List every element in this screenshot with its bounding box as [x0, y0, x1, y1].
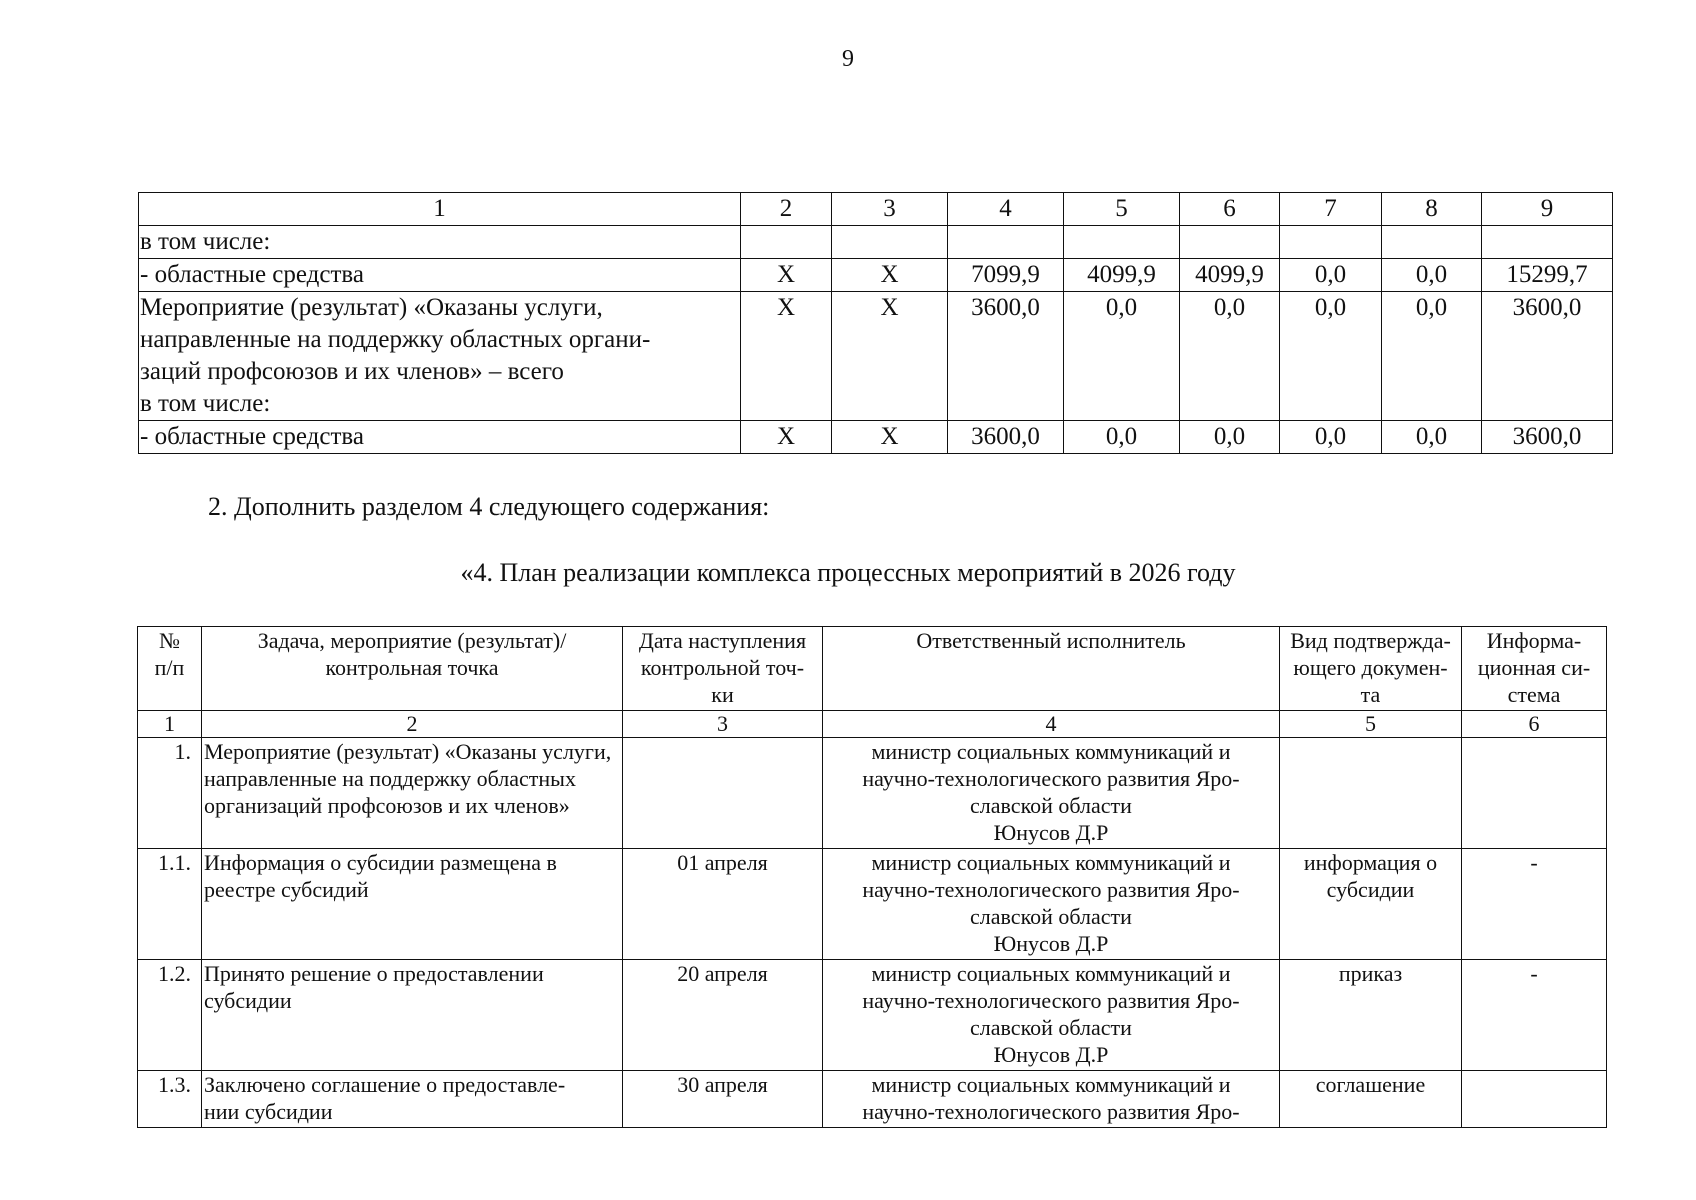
cell: 0,0: [1382, 259, 1482, 292]
system-cell: [1462, 738, 1607, 849]
cell: 0,0: [1280, 292, 1382, 421]
responsible-cell: министр социальных коммуникаций и научно-технологического развития Яро- славской области Юнусов Д.Р: [823, 960, 1280, 1071]
paragraph: 2. Дополнить разделом 4 следующего содержания:: [208, 492, 770, 521]
cell: 0,0: [1064, 421, 1180, 454]
column-header: 6: [1180, 193, 1280, 226]
cell: 4099,9: [1064, 259, 1180, 292]
column-header: 4: [948, 193, 1064, 226]
cell: 3600,0: [1482, 421, 1613, 454]
row-number: 1.1.: [138, 849, 202, 960]
cell: [1180, 226, 1280, 259]
column-header: 1: [139, 193, 741, 226]
column-header: Вид подтвержда- ющего докумен- та: [1280, 627, 1462, 711]
document-cell: информация о субсидии: [1280, 849, 1462, 960]
date-cell: 20 апреля: [623, 960, 823, 1071]
row-label: - областные средства: [139, 421, 741, 454]
cell: 0,0: [1180, 292, 1280, 421]
column-header: 5: [1064, 193, 1180, 226]
task-cell: Мероприятие (результат) «Оказаны услуги, направленные на поддержку областных организаций профсоюзов и их членов»: [202, 738, 623, 849]
document-cell: соглашение: [1280, 1071, 1462, 1128]
column-header: 2: [741, 193, 832, 226]
document-cell: приказ: [1280, 960, 1462, 1071]
column-header: 3: [832, 193, 948, 226]
cell: Х: [741, 292, 832, 421]
table-row: [138, 738, 1607, 849]
cell: Х: [741, 259, 832, 292]
cell: Х: [832, 292, 948, 421]
page-number: 9: [842, 46, 854, 72]
column-number: 1: [138, 711, 202, 738]
cell: 3600,0: [948, 421, 1064, 454]
column-number: 5: [1280, 711, 1462, 738]
cell: Х: [741, 421, 832, 454]
responsible-cell: министр социальных коммуникаций и научно-технологического развития Яро-: [823, 1071, 1280, 1128]
date-cell: [623, 738, 823, 849]
column-number: 3: [623, 711, 823, 738]
column-header: 8: [1382, 193, 1482, 226]
document-cell: [1280, 738, 1462, 849]
column-header: Информа- ционная си- стема: [1462, 627, 1607, 711]
responsible-cell: министр социальных коммуникаций и научно-технологического развития Яро- славской области Юнусов Д.Р: [823, 738, 1280, 849]
cell: 0,0: [1280, 259, 1382, 292]
cell: 0,0: [1064, 292, 1180, 421]
section-title: «4. План реализации комплекса процессных мероприятий в 2026 году: [460, 558, 1236, 587]
cell: 15299,7: [1482, 259, 1613, 292]
column-header: 9: [1482, 193, 1613, 226]
column-number-row: [138, 711, 1607, 738]
date-cell: 01 апреля: [623, 849, 823, 960]
cell: 0,0: [1382, 292, 1482, 421]
cell: 3600,0: [1482, 292, 1613, 421]
date-cell: 30 апреля: [623, 1071, 823, 1128]
task-cell: Принято решение о предоставлении субсидии: [202, 960, 623, 1071]
column-header: № п/п: [138, 627, 202, 711]
cell: Х: [832, 259, 948, 292]
row-number: 1.2.: [138, 960, 202, 1071]
row-label: - областные средства: [139, 259, 741, 292]
row-label: в том числе:: [139, 226, 741, 259]
table-row: [138, 1071, 1607, 1128]
table-row: [138, 849, 1607, 960]
table-row: [139, 226, 1613, 259]
row-number: 1.3.: [138, 1071, 202, 1128]
column-number: 2: [202, 711, 623, 738]
cell: 0,0: [1280, 421, 1382, 454]
cell: [1482, 226, 1613, 259]
plan-table: [137, 626, 1607, 1128]
task-cell: Заключено соглашение о предоставле- нии субсидии: [202, 1071, 623, 1128]
funding-table: [138, 192, 1613, 454]
cell: 3600,0: [948, 292, 1064, 421]
table-row: [139, 259, 1613, 292]
column-number: 4: [823, 711, 1280, 738]
row-number: 1.: [138, 738, 202, 849]
cell: 0,0: [1180, 421, 1280, 454]
cell: [1382, 226, 1482, 259]
cell: [832, 226, 948, 259]
column-header: Задача, мероприятие (результат)/ контрольная точка: [202, 627, 623, 711]
cell: [1280, 226, 1382, 259]
column-number: 6: [1462, 711, 1607, 738]
system-cell: -: [1462, 960, 1607, 1071]
cell: 0,0: [1382, 421, 1482, 454]
cell: [1064, 226, 1180, 259]
row-label: Мероприятие (результат) «Оказаны услуги, направленные на поддержку областных органи- заций профсоюзов и их членов» – всего в том числе:: [139, 292, 741, 421]
responsible-cell: министр социальных коммуникаций и научно-технологического развития Яро- славской области Юнусов Д.Р: [823, 849, 1280, 960]
column-header: 7: [1280, 193, 1382, 226]
system-cell: [1462, 1071, 1607, 1128]
cell: [741, 226, 832, 259]
table-row: [139, 292, 1613, 421]
table-row: [138, 960, 1607, 1071]
table-row: [139, 421, 1613, 454]
cell: 4099,9: [1180, 259, 1280, 292]
system-cell: -: [1462, 849, 1607, 960]
cell: 7099,9: [948, 259, 1064, 292]
cell: [948, 226, 1064, 259]
task-cell: Информация о субсидии размещена в реестре субсидий: [202, 849, 623, 960]
cell: Х: [832, 421, 948, 454]
column-header: Дата наступления контрольной точ- ки: [623, 627, 823, 711]
column-header: Ответственный исполнитель: [823, 627, 1280, 711]
table-header-row: [138, 627, 1607, 711]
table-header-row: [139, 193, 1613, 226]
